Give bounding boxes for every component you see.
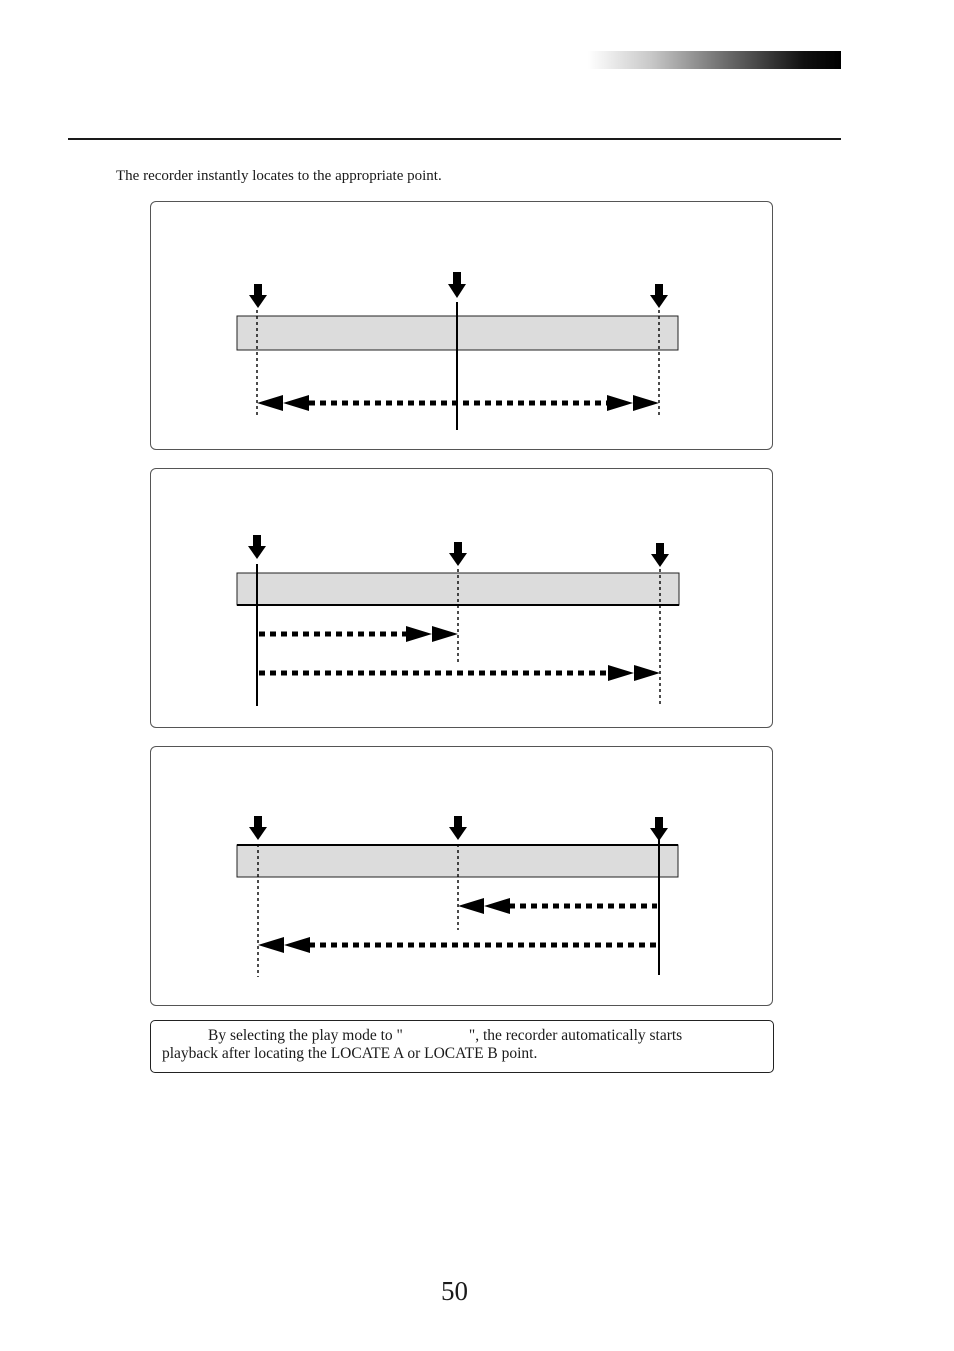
page-number: 50 [441, 1276, 468, 1306]
arrowhead-a [258, 937, 310, 953]
diagram-locate-forward-svg [151, 469, 772, 727]
header-rule [68, 138, 841, 140]
note-box [150, 1020, 774, 1073]
track-bar [237, 845, 678, 877]
note-line2: playback after locating the LOCATE A or LOCATE B point. [162, 1045, 538, 1062]
diagram-locate-between-svg [151, 202, 772, 449]
marker-arrow-b [650, 284, 668, 308]
diagram-locate-forward [150, 468, 773, 728]
marker-arrow-current [448, 272, 466, 298]
arrowhead-left [257, 395, 309, 411]
arrowhead-b [458, 898, 510, 914]
arrowhead-a [406, 626, 458, 642]
diagram-locate-backward [150, 746, 773, 1006]
marker-arrow-current [248, 535, 266, 559]
note-line1-after: ", the recorder automatically starts [468, 1027, 683, 1044]
marker-arrow-a [249, 816, 267, 840]
header-gradient-bar [588, 51, 841, 69]
diagram-locate-between [150, 201, 773, 450]
arrowhead-b [608, 665, 660, 681]
marker-arrow-b [651, 543, 669, 567]
note-line1-before: By selecting the play mode to " [208, 1027, 403, 1044]
arrowhead-right [607, 395, 659, 411]
marker-arrow-b [449, 816, 467, 840]
diagram-locate-backward-svg [151, 747, 772, 1005]
intro-text: The recorder instantly locates to the appropriate point. [116, 168, 442, 184]
marker-arrow-a [249, 284, 267, 308]
marker-arrow-a [449, 542, 467, 566]
